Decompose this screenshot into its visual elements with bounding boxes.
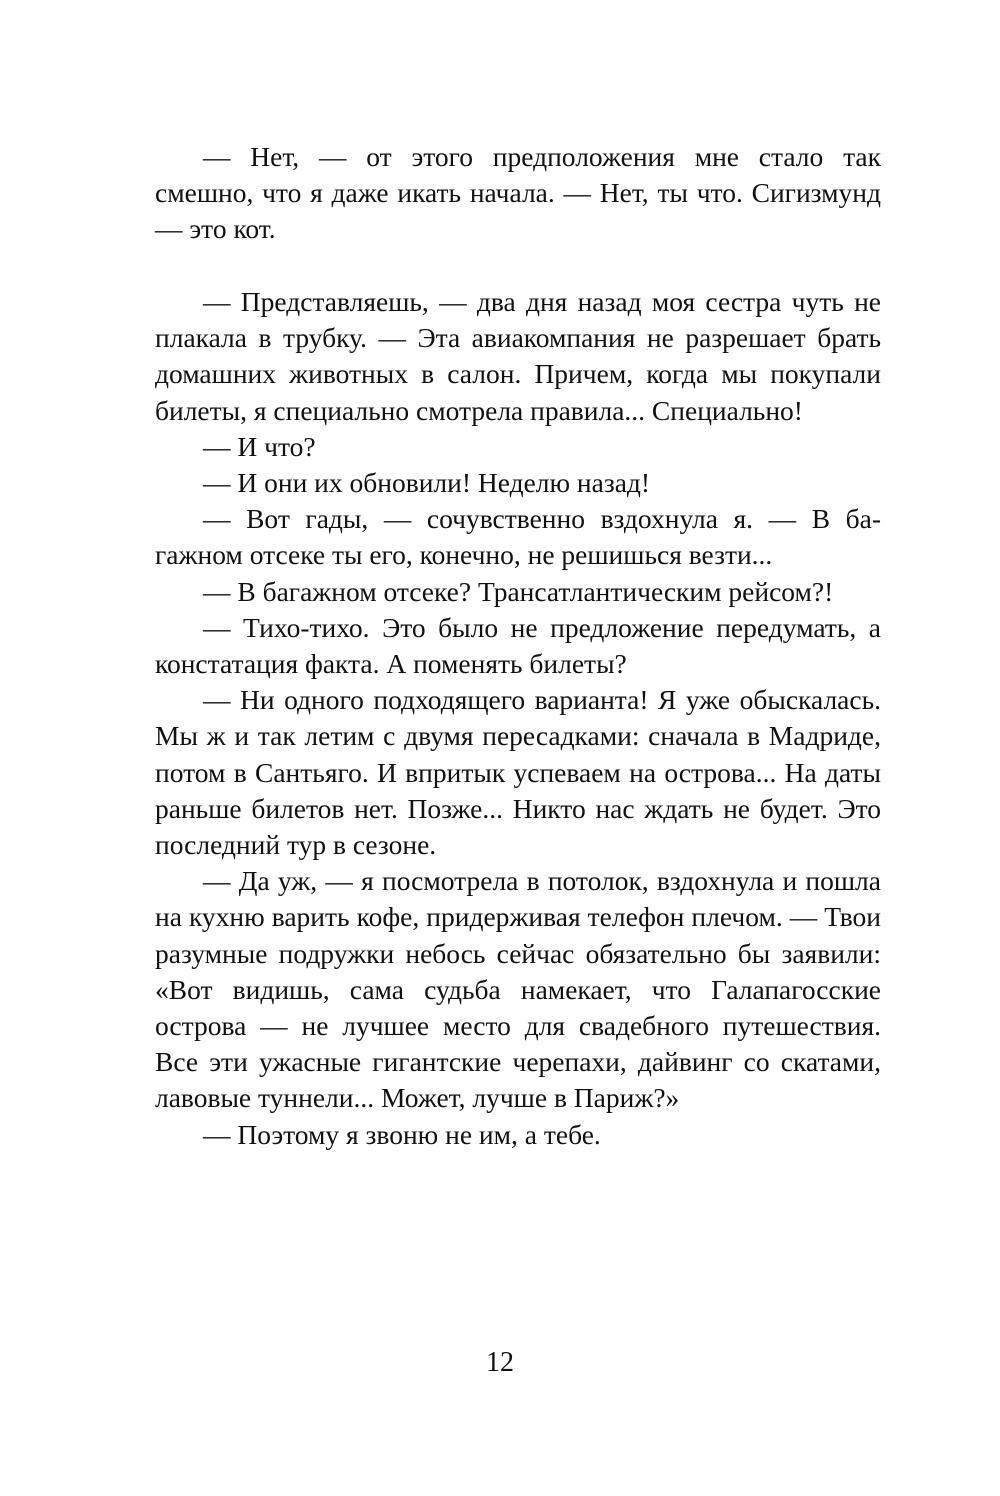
text-block-top — [155, 139, 881, 248]
page-number: 12 — [486, 1347, 514, 1378]
text-block-main — [155, 284, 881, 1153]
paragraph: — Вот гады, — сочувственно вздохнула я. — В багажном отсеке ты его, конечно, не решишься везти... — [155, 503, 881, 571]
paragraph: — И они их обновили! Неделю назад! — [203, 467, 651, 499]
paragraph: — Да уж, — я посмотрела в потолок, вздохнула и пошла на кухню варить кофе, придерживая телефон плечом. — Твои разумные подружки небось сейчас обязательно бы заявили: «Вот видишь, сама судьба намекает, что Галапагосские острова — не лучшее место для свадебного путешествия. Все эти ужасные гигантские черепахи, дайвинг со скатами, лавовые туннели... Может, лучше в Париж?» — [155, 865, 881, 1114]
paragraph: — И что? — [203, 430, 316, 462]
paragraph: — В багажном отсеке? Трансатлантическим рейсом?! — [203, 575, 834, 607]
paragraph: — Поэтому я звоню не им, а тебе. — [203, 1118, 601, 1150]
paragraph: — Представляешь, — два дня назад моя сестра чуть не плакала в трубку. — Эта авиакомпания не разрешает брать домашних животных в салон. Причем, когда мы покупали билеты, я специально смотрела правила... Специально! — [155, 286, 881, 426]
paragraph: — Нет, — от этого предположения мне стало так смешно, что я даже икать начала. — Нет, ты что. Сигизмунд — это кот. — [155, 141, 881, 245]
paragraph: — Ни одного подходящего варианта! Я уже обыскалась. Мы ж и так летим с двумя пересадками: сначала в Мадриде, потом в Сантьяго. И впритык успеваем на острова... На даты раньше билетов нет. Позже... Никто нас ждать не будет. Это последний тур в сезоне. — [155, 684, 881, 861]
paragraph: — Тихо-тихо. Это было не предложение передумать, а констатация факта. А поменять билеты? — [155, 611, 881, 680]
